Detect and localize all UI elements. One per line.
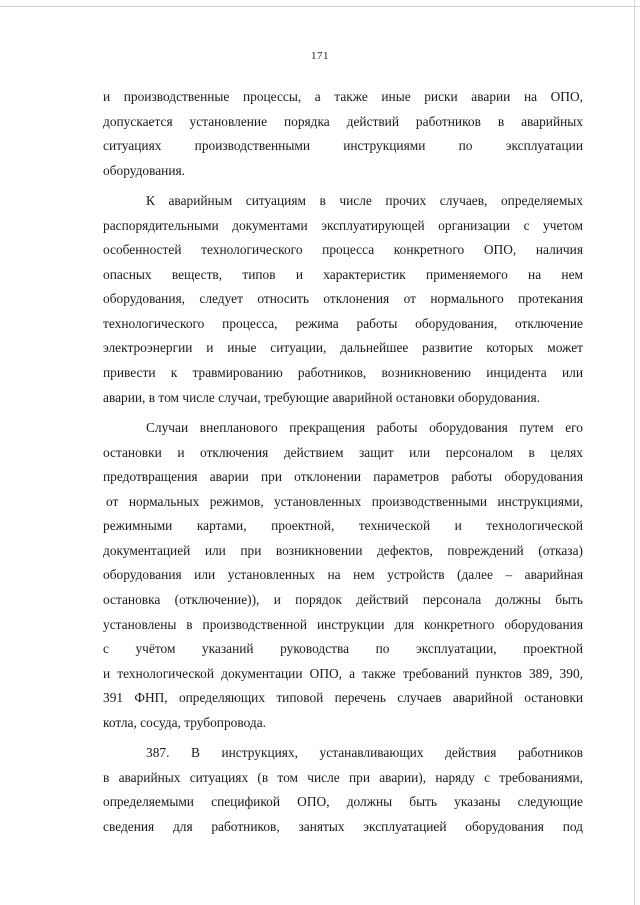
text-line: привести к травмированию работников, возникновению инцидента или <box>103 365 583 381</box>
body-text <box>103 85 583 845</box>
text-line: и технологической документации ОПО, а также требований пунктов 389, 390, <box>103 665 583 681</box>
text-line: сведения для работников, занятых эксплуатацией оборудования под <box>103 818 583 834</box>
text-line: котла, сосуда, трубопровода. <box>103 714 266 730</box>
scan-edge-top <box>0 6 640 7</box>
text-line: опасных веществ, типов и характеристик применяемого на нем <box>103 266 583 282</box>
paragraph <box>103 741 583 839</box>
text-line: и производственные процессы, а также иные риски аварии на ОПО, <box>103 89 583 104</box>
text-line: аварии, в том числе случаи, требующие аварийной остановки оборудования. <box>103 389 541 405</box>
text-line: электроэнергии и иные ситуации, дальнейшее развитие которых может <box>103 340 583 356</box>
text-line: документацией или при возникновении дефектов, повреждений (отказа) <box>103 542 583 558</box>
text-line: оборудования. <box>103 162 186 178</box>
text-line: оборудования или установленных на нем устройств (далее – аварийная <box>103 567 583 583</box>
text-line: предотвращения аварии при отклонении параметров работы оборудования <box>103 469 583 485</box>
text-line: остановка (отключение)), и порядок действий персонала должны быть <box>103 591 583 607</box>
text-line: особенностей технологического процесса конкретного ОПО, наличия <box>103 242 583 258</box>
text-line: 391 ФНП, определяющих типовой перечень случаев аварийной остановки <box>103 690 583 706</box>
text-line: К аварийным ситуациям в числе прочих случаев, определяемых <box>146 193 583 209</box>
text-line: режимными картами, проектной, технической и технологической <box>103 518 583 534</box>
text-line: Случаи внепланового прекращения работы оборудования путем его <box>146 420 583 436</box>
text-line: распорядительными документами эксплуатирующей организации с учетом <box>103 217 583 233</box>
text-line: установлены в производственной инструкции для конкретного оборудования <box>103 616 583 632</box>
text-line: допускается установление порядка действий работников в аварийных <box>103 113 583 129</box>
text-line: с учётом указаний руководства по эксплуатации, проектной <box>103 641 583 657</box>
text-line: определяемыми спецификой ОПО, должны быть указаны следующие <box>103 794 583 810</box>
text-line: 387. В инструкциях, устанавливающих действия работников <box>146 745 583 761</box>
paragraph <box>103 189 583 410</box>
page-number: 171 <box>311 50 329 62</box>
paragraph <box>103 85 583 183</box>
text-line: технологического процесса, режима работы оборудования, отключение <box>103 315 583 331</box>
text-line: в аварийных ситуациях (в том числе при аварии), наряду с требованиями, <box>103 769 583 785</box>
scan-edge-right <box>634 0 635 905</box>
text-line: остановки и отключения действием защит или персоналом в целях <box>103 444 583 460</box>
paragraph <box>103 416 583 735</box>
text-line: оборудования, следует относить отклонения от нормального протекания <box>103 291 583 307</box>
text-line: от нормальных режимов, установленных производственными инструкциями, <box>106 493 583 509</box>
text-line: ситуациях производственными инструкциями по эксплуатации <box>103 138 583 154</box>
